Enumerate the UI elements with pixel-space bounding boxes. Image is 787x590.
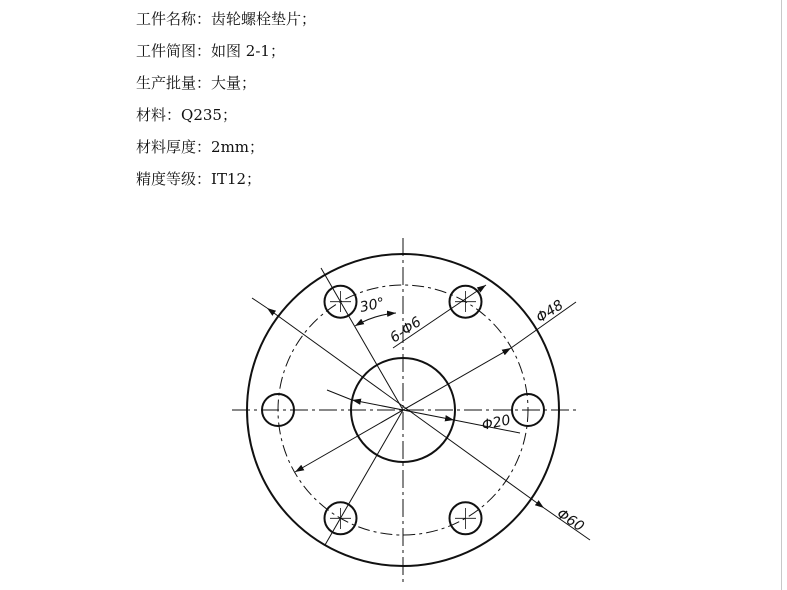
spec-value: Q235； — [181, 106, 237, 124]
angle-dimension-label: 30° — [358, 295, 387, 316]
spec-label: 工件简图 — [136, 42, 197, 60]
spec-value: 齿轮螺栓垫片； — [211, 10, 317, 28]
spec-label: 工件名称 — [136, 10, 197, 28]
spec-label: 材料厚度 — [136, 138, 197, 156]
spec-label: 精度等级 — [136, 170, 197, 188]
spec-separator: ： — [166, 106, 182, 124]
pitch-circle-label: Φ48 — [533, 297, 567, 327]
outer-diameter-arrow-extension — [252, 298, 267, 308]
spec-value: 如图 2-1； — [211, 42, 285, 60]
outer-diameter-label: Φ60 — [553, 505, 587, 536]
spec-separator: ： — [196, 138, 212, 156]
center-hole-label: Φ20 — [480, 412, 513, 434]
spec-separator: ： — [196, 10, 212, 28]
spec-separator: ： — [196, 170, 212, 188]
spec-value: IT12； — [211, 170, 262, 188]
center-hole-arrow-outer — [327, 390, 352, 400]
radial-line-240 — [325, 410, 403, 545]
spec-separator: ： — [196, 74, 212, 92]
spec-label: 材料 — [136, 106, 167, 124]
spec-value: 2mm； — [211, 138, 265, 156]
bolt-holes-label: 6-Φ6 — [387, 314, 425, 347]
spec-value: 大量； — [211, 74, 257, 92]
spec-separator: ： — [196, 42, 212, 60]
spec-label: 生产批量 — [136, 74, 197, 92]
